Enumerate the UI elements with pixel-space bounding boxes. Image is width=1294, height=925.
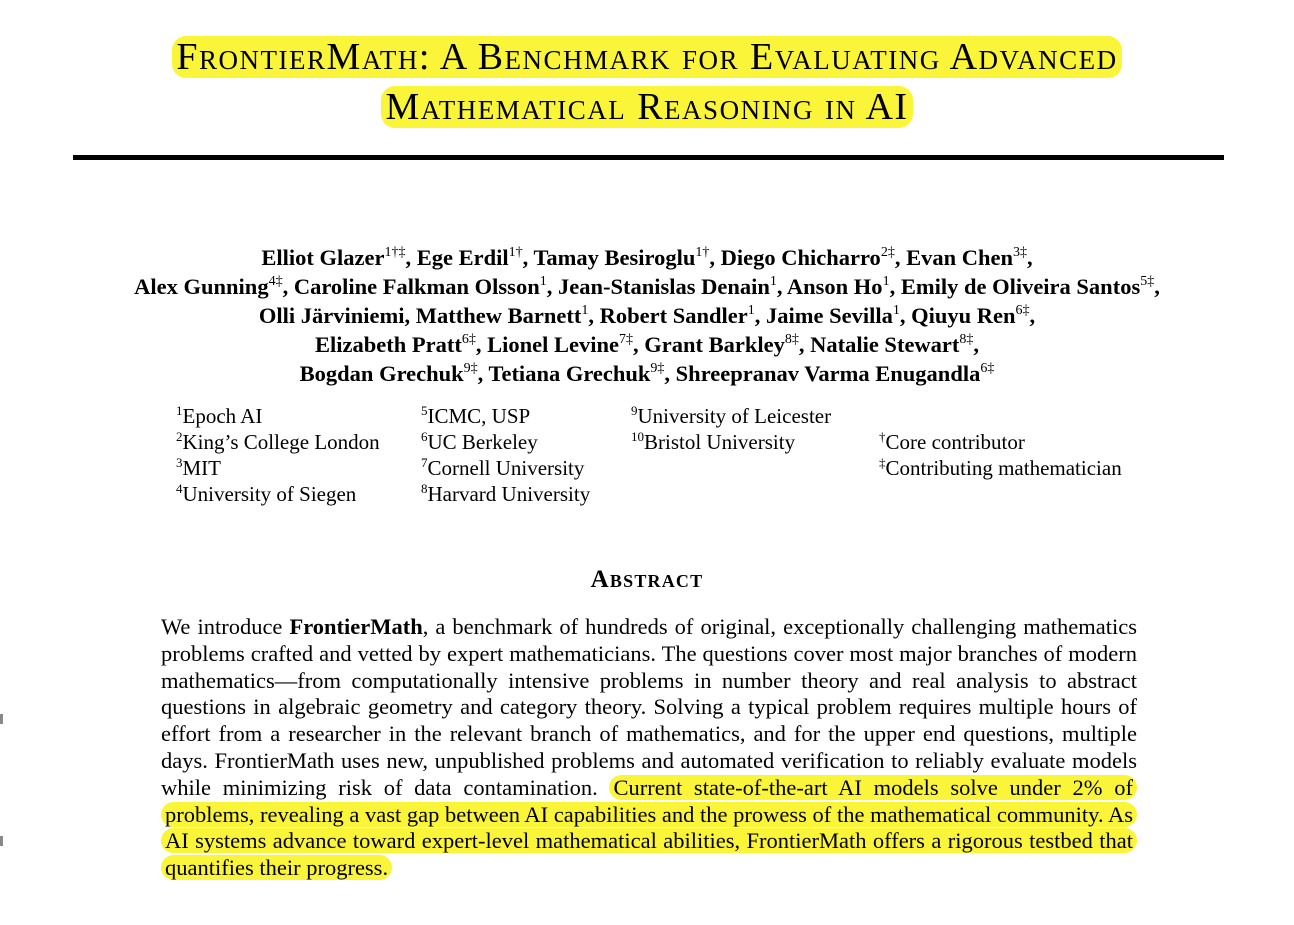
abstract-intro: We introduce bbox=[161, 614, 290, 639]
abstract-body bbox=[161, 614, 1137, 882]
author-superscript: 2‡ bbox=[880, 245, 895, 260]
author-name: Robert Sandler bbox=[599, 303, 748, 328]
affiliation-item bbox=[631, 403, 831, 429]
title-line-1: FrontierMath: A Benchmark for Evaluating Advanced bbox=[172, 36, 1121, 78]
author-name: Jaime Sevilla bbox=[765, 303, 893, 328]
affiliation-item bbox=[879, 455, 1122, 481]
affiliation-marker: 3 bbox=[176, 455, 183, 470]
author-name: Ege Erdil bbox=[416, 245, 509, 270]
affiliation-name: University of Siegen bbox=[182, 482, 357, 506]
author-superscript: 1 bbox=[581, 303, 589, 318]
author-line: Elizabeth Pratt$^{6\ddagger}$, Lionel Levine$^{7\ddagger}$, Grant Barkley$^{8\ddagger}$, Natalie Stewart$^{8\ddagger}$, bbox=[314, 332, 980, 357]
author-name: Qiuyu Ren bbox=[911, 303, 1016, 328]
affiliation-name: Core contributor bbox=[885, 430, 1025, 454]
margin-mark bbox=[0, 836, 3, 846]
affiliation-marker: 10 bbox=[631, 429, 644, 444]
affiliation-item bbox=[421, 429, 590, 455]
author-superscript: 5‡ bbox=[1140, 274, 1155, 289]
affiliation-item bbox=[631, 429, 831, 455]
affiliation-marker: 8 bbox=[421, 481, 428, 496]
author-superscript: 9‡ bbox=[650, 361, 665, 376]
affiliations-col-1 bbox=[176, 403, 380, 507]
affiliation-item bbox=[421, 455, 590, 481]
author-superscript: 1 bbox=[539, 274, 547, 289]
author-superscript: 9‡ bbox=[463, 361, 478, 376]
affiliation-name: Bristol University bbox=[644, 430, 796, 454]
author-superscript: 6‡ bbox=[980, 361, 995, 376]
author-name: Elizabeth Pratt bbox=[314, 332, 462, 357]
affiliation-name: Cornell University bbox=[427, 456, 585, 480]
author-superscript: 1 bbox=[769, 274, 777, 289]
abstract-bold-name: FrontierMath bbox=[289, 614, 423, 639]
affiliation-item bbox=[176, 455, 380, 481]
affiliation-name: MIT bbox=[182, 456, 221, 480]
author-superscript: 8‡ bbox=[959, 332, 974, 347]
author-name: Elliot Glazer bbox=[261, 245, 385, 270]
author-name: Bogdan Grechuk bbox=[299, 361, 464, 386]
author-superscript: 8‡ bbox=[784, 332, 799, 347]
author-superscript: 6‡ bbox=[1015, 303, 1030, 318]
affiliation-item bbox=[879, 429, 1122, 455]
author-name: Natalie Stewart bbox=[810, 332, 960, 357]
paper-title bbox=[60, 32, 1234, 132]
title-rule bbox=[73, 155, 1224, 160]
author-superscript: 4‡ bbox=[268, 274, 283, 289]
author-name: Matthew Barnett bbox=[415, 303, 582, 328]
affiliation-name: Harvard University bbox=[427, 482, 591, 506]
affiliation-name: University of Leicester bbox=[637, 404, 832, 428]
abstract-highlighted-text: Current state-of-the-art AI models solve under 2% of problems, revealing a vast gap between AI capabilities and the prowess of the mathematical community. As AI systems advance toward expert-level mathematical abilities, FrontierMath offers a rigorous testbed that quantifies their progress. bbox=[161, 775, 1137, 880]
affiliation-marker: 2 bbox=[176, 429, 183, 444]
author-name: Diego Chicharro bbox=[720, 245, 881, 270]
margin-mark bbox=[0, 714, 3, 724]
affiliation-name: Epoch AI bbox=[182, 404, 263, 428]
author-name: Jean-Stanislas Denain bbox=[557, 274, 770, 299]
title-line-2: Mathematical Reasoning in AI bbox=[381, 86, 912, 128]
affiliation-marker: ‡ bbox=[879, 455, 886, 470]
author-name: Evan Chen bbox=[906, 245, 1013, 270]
author-name: Anson Ho bbox=[786, 274, 883, 299]
affiliations-col-3 bbox=[631, 403, 831, 455]
author-superscript: 1† bbox=[508, 245, 523, 260]
author-line: Alex Gunning$^{4\ddagger}$, Caroline Falkman Olsson$^1$, Jean-Stanislas Denain$^1$, Anson Ho$^1$, Emily de Oliveira Santos$^{5\ddagger}$, bbox=[134, 274, 1160, 299]
author-superscript: 1†‡ bbox=[384, 245, 406, 260]
author-name: Alex Gunning bbox=[134, 274, 269, 299]
affiliation-item bbox=[176, 403, 380, 429]
abstract-heading: Abstract bbox=[590, 566, 704, 593]
affiliation-marker: 5 bbox=[421, 403, 428, 418]
author-superscript: 3‡ bbox=[1012, 245, 1027, 260]
author-name: Olli Järviniemi bbox=[258, 303, 405, 328]
affiliation-name: King’s College London bbox=[182, 430, 380, 454]
affiliations-col-4 bbox=[879, 429, 1122, 481]
author-name: Caroline Falkman Olsson bbox=[293, 274, 540, 299]
author-superscript: 7‡ bbox=[618, 332, 633, 347]
author-line: Bogdan Grechuk$^{9\ddagger}$, Tetiana Grechuk$^{9\ddagger}$, Shreepranav Varma Enugandla$^{6\ddagger}$ bbox=[299, 361, 995, 386]
abstract-text: , a benchmark of hundreds of original, exceptionally challenging mathematics problems crafted and vetted by expert mathematicians. The questions cover most major branches of modern mathematics—from computationally intensive problems in number theory and real analysis to abstract questions in algebraic geometry and category theory. Solving a typical problem requires multiple hours of effort from a researcher in the relevant branch of mathematics, and for the upper end questions, multiple days. FrontierMath uses new, unpublished problems and automated verification to reliably evaluate models while minimizing risk of data contamination. bbox=[161, 614, 1137, 800]
author-line: Olli Järviniemi, Matthew Barnett$^1$, Robert Sandler$^1$, Jaime Sevilla$^1$, Qiuyu Ren$^{6\ddagger}$, bbox=[258, 303, 1036, 328]
author-superscript: 6‡ bbox=[461, 332, 476, 347]
affiliation-marker: † bbox=[879, 429, 886, 444]
author-superscript: 1 bbox=[892, 303, 900, 318]
author-name: Tetiana Grechuk bbox=[488, 361, 651, 386]
affiliation-item bbox=[176, 429, 380, 455]
author-superscript: 1 bbox=[747, 303, 755, 318]
author-line: Elliot Glazer$^{1\dagger\ddagger}$, Ege Erdil$^{1\dagger}$, Tamay Besiroglu$^{1\dagger}$, Diego Chicharro$^{2\ddagger}$, Evan Chen$^{3\ddagger}$, bbox=[261, 245, 1033, 270]
author-list bbox=[60, 243, 1234, 388]
affiliation-item bbox=[421, 481, 590, 507]
affiliation-name: Contributing mathematician bbox=[885, 456, 1122, 480]
affiliation-item bbox=[421, 403, 590, 429]
affiliation-marker: 1 bbox=[176, 403, 183, 418]
affiliation-marker: 6 bbox=[421, 429, 428, 444]
affiliation-name: ICMC, USP bbox=[427, 404, 531, 428]
author-name: Grant Barkley bbox=[644, 332, 785, 357]
author-name: Tamay Besiroglu bbox=[533, 245, 696, 270]
affiliation-marker: 4 bbox=[176, 481, 183, 496]
author-superscript: 1 bbox=[882, 274, 890, 289]
author-name: Shreepranav Varma Enugandla bbox=[675, 361, 981, 386]
affiliation-name: UC Berkeley bbox=[427, 430, 538, 454]
affiliation-item bbox=[176, 481, 380, 507]
affiliation-marker: 9 bbox=[631, 403, 638, 418]
affiliation-marker: 7 bbox=[421, 455, 428, 470]
affiliations-col-2 bbox=[421, 403, 590, 507]
author-name: Emily de Oliveira Santos bbox=[900, 274, 1141, 299]
author-name: Lionel Levine bbox=[487, 332, 619, 357]
author-superscript: 1† bbox=[695, 245, 710, 260]
